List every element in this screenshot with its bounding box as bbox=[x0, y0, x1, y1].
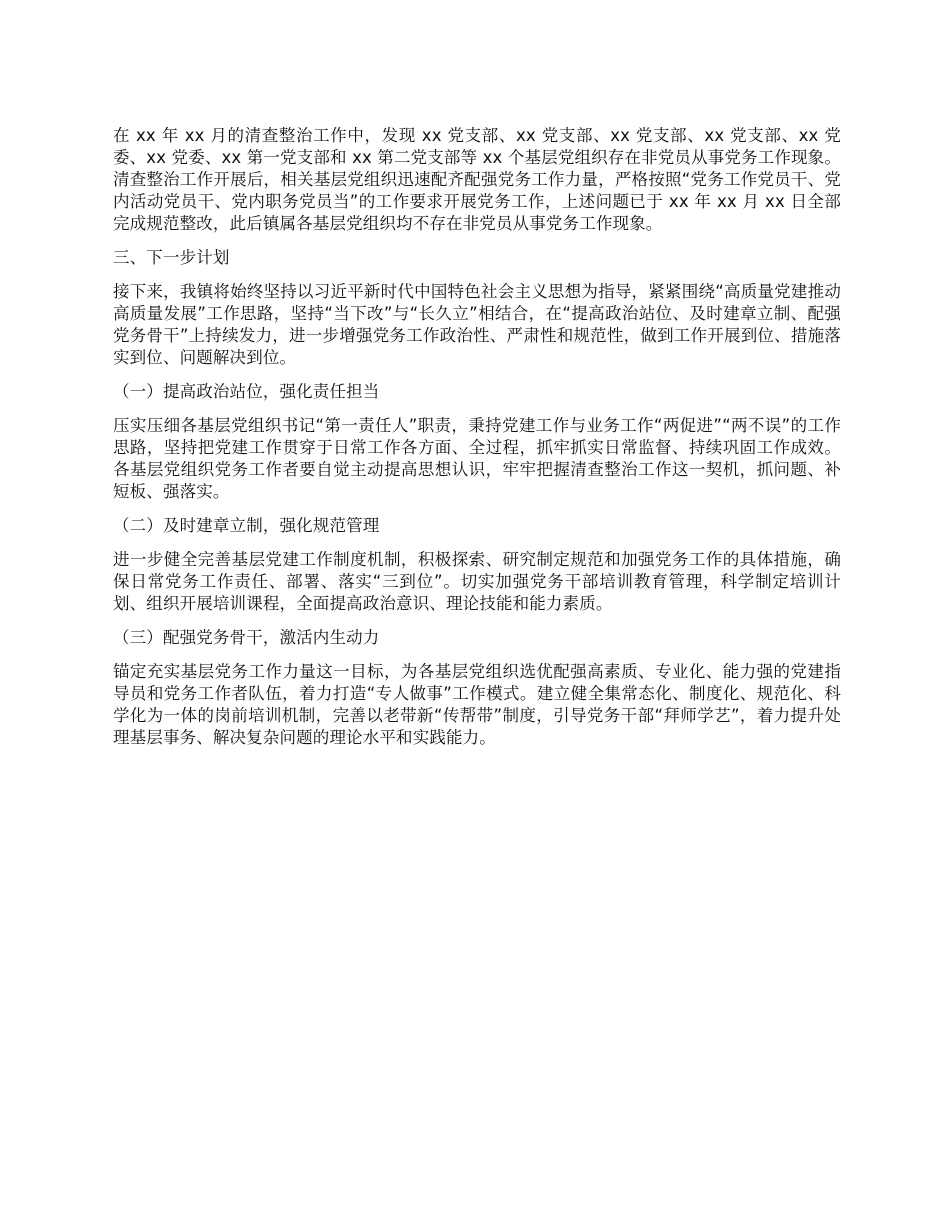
subheading-political-stance: （一）提高政治站位，强化责任担当 bbox=[113, 382, 380, 401]
section-heading-next-plan: 三、下一步计划 bbox=[113, 248, 230, 267]
subheading-rules-system: （二）及时建章立制，强化规范管理 bbox=[113, 516, 380, 535]
subheading-staff-strength: （三）配强党务骨干，激活内生动力 bbox=[113, 628, 380, 647]
paragraph-rules-system: 进一步健全完善基层党建工作制度机制，积极探索、研究制定规范和加强党务工作的具体措施，确保日常党务工作责任、部署、落实“三到位”。切实加强党务干部培训教育管理，科学制定培训计划、组织开展培训课程，全面提高政治意识、理论技能和能力素质。 bbox=[113, 550, 841, 613]
document-page bbox=[113, 125, 841, 761]
paragraph-political-stance: 压实压细各基层党组织书记“第一责任人”职责，秉持党建工作与业务工作“两促进”“两不误”的工作思路，坚持把党建工作贯穿于日常工作各方面、全过程，抓牢抓实日常监督、持续巩固工作成效。各基层党组织党务工作者要自觉主动提高思想认识，牢牢把握清查整治工作这一契机，抓问题、补短板、强落实。 bbox=[113, 416, 841, 501]
paragraph-rectification-results: 在 xx 年 xx 月的清查整治工作中，发现 xx 党支部、xx 党支部、xx 党支部、xx 党支部、xx 党委、xx 党委、xx 第一党支部和 xx 第二党支部等 xx 个基层党组织存在非党员从事党务工作现象。清查整治工作开展后，相关基层党组织迅速配齐配强党务工作力量，严格按照“党务工作党员干、党内活动党员干、党内职务党员当”的工作要求开展党务工作，上述问题已于 xx 年 xx 月 xx 日全部完成规范整改，此后镇属各基层党组织均不存在非党员从事党务工作现象。 bbox=[113, 126, 841, 233]
paragraph-staff-strength: 锚定充实基层党务工作力量这一目标，为各基层党组织选优配强高素质、专业化、能力强的党建指导员和党务工作者队伍，着力打造“专人做事”工作模式。建立健全集常态化、制度化、规范化、科学化为一体的岗前培训机制，完善以老带新“传帮带”制度，引导党务干部“拜师学艺”，着力提升处理基层事务、解决复杂问题的理论水平和实践能力。 bbox=[113, 662, 841, 747]
paragraph-next-plan-intro: 接下来，我镇将始终坚持以习近平新时代中国特色社会主义思想为指导，紧紧围绕“高质量党建推动高质量发展”工作思路，坚持“当下改”与“长久立”相结合，在“提高政治站位、及时建章立制、配强党务骨干”上持续发力，进一步增强党务工作政治性、严肃性和规范性，做到工作开展到位、措施落实到位、问题解决到位。 bbox=[113, 282, 841, 367]
